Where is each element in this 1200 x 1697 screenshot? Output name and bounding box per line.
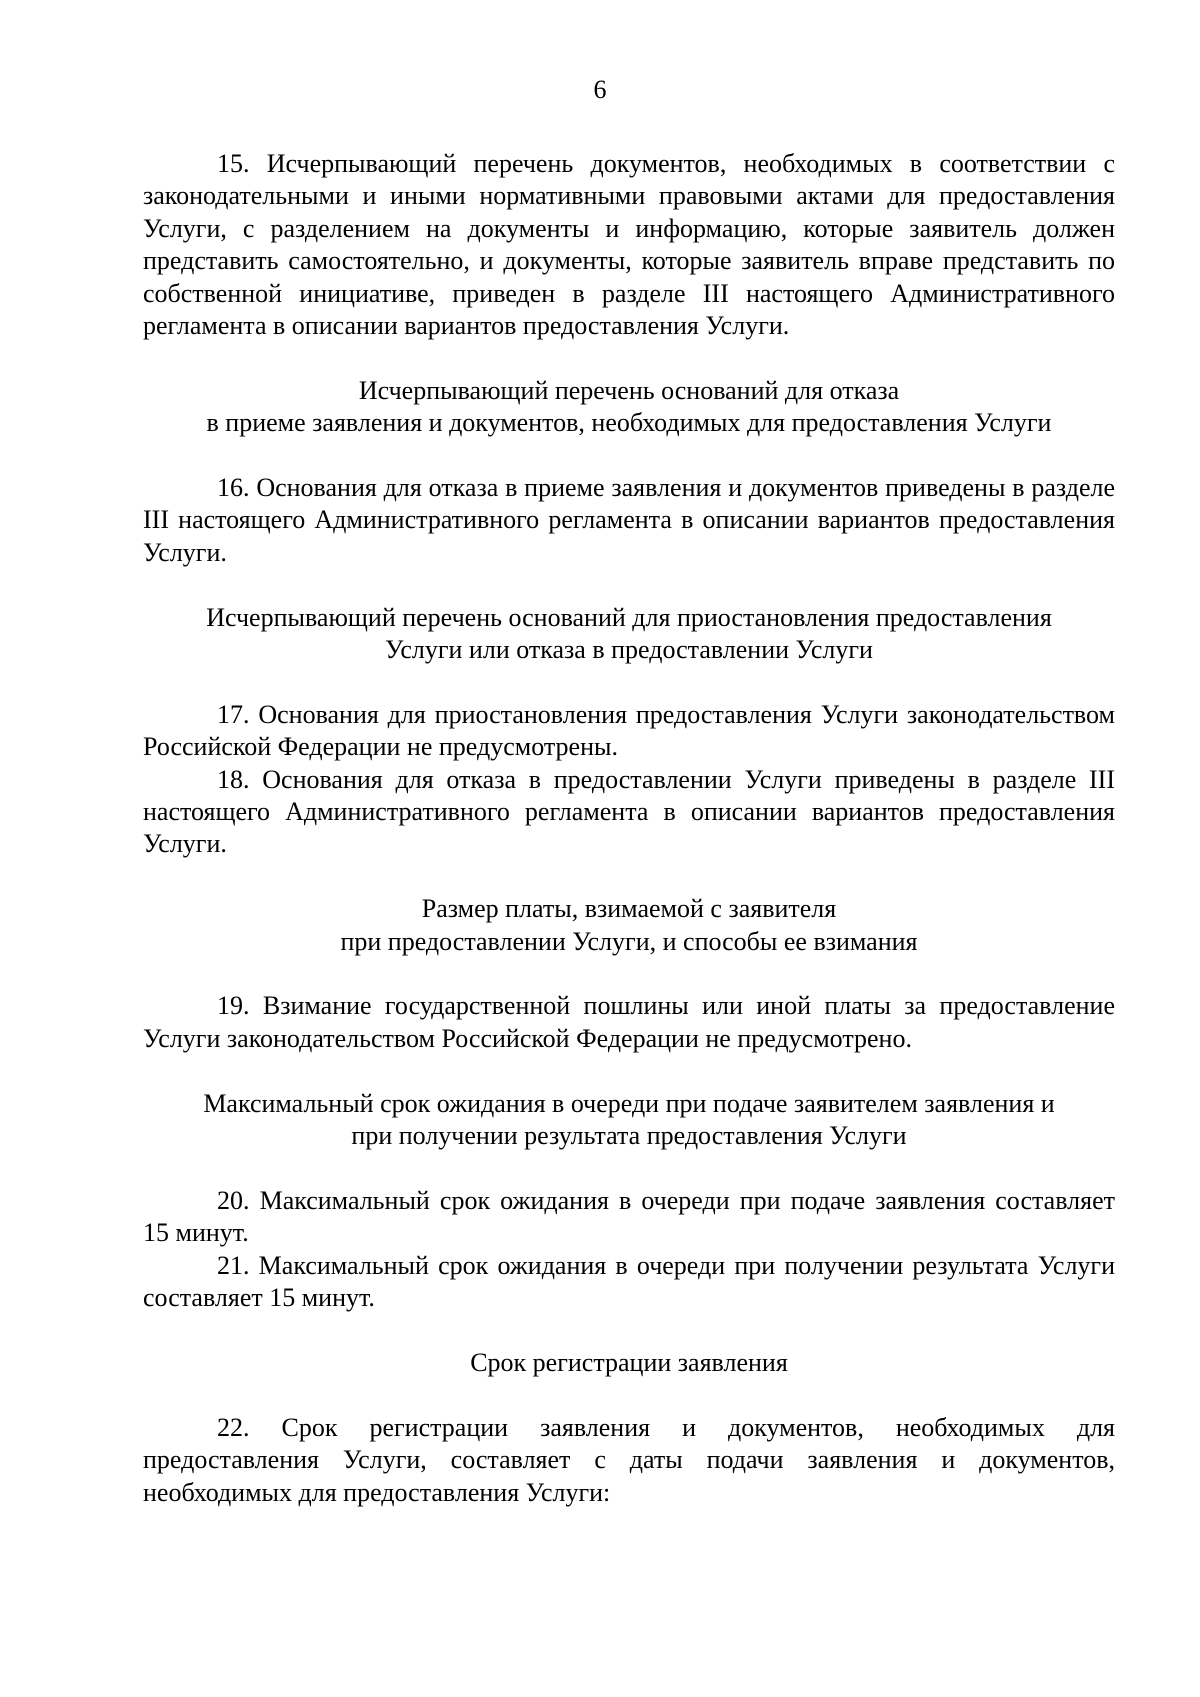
spacer xyxy=(143,666,1115,698)
heading-fee xyxy=(143,893,1115,958)
spacer xyxy=(143,1379,1115,1411)
heading-line: Максимальный срок ожидания в очереди при подаче заявителем заявления и xyxy=(203,1088,1055,1118)
paragraph-22: 22. Срок регистрации заявления и документов, необходимых для предоставления Услуги, составляет с даты подачи заявления и документов, необходимых для предоставления Услуги: xyxy=(143,1412,1115,1507)
paragraph-19: 19. Взимание государственной пошлины или иной платы за предоставление Услуги законодательством Российской Федерации не предусмотрено. xyxy=(143,991,1115,1053)
heading-line: Исчерпывающий перечень оснований для приостановления предоставления xyxy=(206,602,1052,632)
heading-refusal-acceptance xyxy=(143,375,1115,440)
spacer xyxy=(143,1315,1115,1347)
heading-queue xyxy=(143,1088,1115,1153)
heading-registration xyxy=(143,1347,1115,1379)
document-body xyxy=(143,148,1115,1509)
heading-line: Исчерпывающий перечень оснований для отказа xyxy=(358,375,900,405)
spacer xyxy=(143,958,1115,990)
spacer xyxy=(143,1055,1115,1087)
paragraph-16: 16. Основания для отказа в приеме заявления и документов приведены в разделе III настоящего Административного регламента в описании вариантов предоставления Услуги. xyxy=(143,473,1115,567)
paragraph-15: 15. Исчерпывающий перечень документов, необходимых в соответствии с законодательными и иными нормативными правовыми актами для предоставления Услуги, с разделением на документы и информацию, которые заявитель должен представить самостоятельно, и документы, которые заявитель вправе представить по собственной инициативе, приведен в разделе III настоящего Административного регламента в описании вариантов предоставления Услуги. xyxy=(143,149,1115,341)
heading-line: при предоставлении Услуги, и способы ее взимания xyxy=(340,926,918,956)
heading-suspension xyxy=(143,602,1115,667)
spacer xyxy=(143,440,1115,472)
heading-line: при получении результата предоставления Услуги xyxy=(351,1121,907,1151)
paragraph-18: 18. Основания для отказа в предоставлении Услуги приведены в разделе III настоящего Административного регламента в описании вариантов предоставления Услуги. xyxy=(143,764,1115,859)
paragraph-20: 20. Максимальный срок ожидания в очереди при подаче заявления составляет 15 минут. xyxy=(143,1185,1115,1248)
spacer xyxy=(143,1152,1115,1184)
page-number: 6 xyxy=(593,75,607,104)
heading-line: Размер платы, взимаемой с заявителя xyxy=(421,894,837,924)
spacer xyxy=(143,861,1115,893)
heading-line: Срок регистрации заявления xyxy=(470,1347,788,1377)
spacer xyxy=(143,342,1115,374)
heading-line: Услуги или отказа в предоставлении Услуги xyxy=(385,635,873,665)
spacer xyxy=(143,569,1115,601)
paragraph-21: 21. Максимальный срок ожидания в очереди при получении результата Услуги составляет 15 минут. xyxy=(143,1250,1115,1313)
paragraph-17: 17. Основания для приостановления предоставления Услуги законодательством Российской Федерации не предусмотрены. xyxy=(143,699,1115,762)
heading-line: в приеме заявления и документов, необходимых для предоставления Услуги xyxy=(206,408,1052,438)
